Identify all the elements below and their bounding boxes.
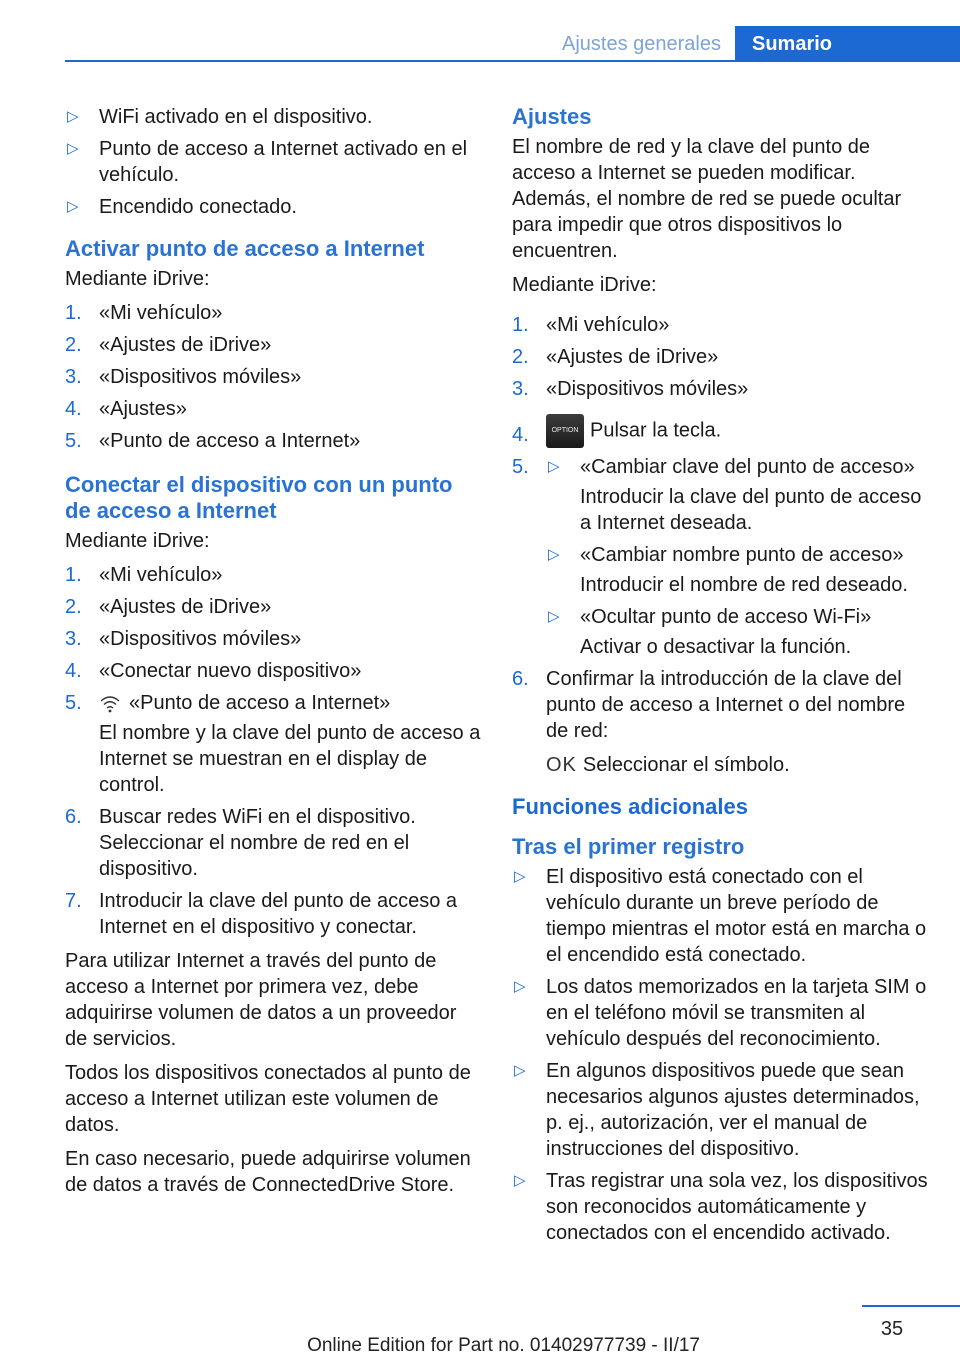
list-item: 3. «Dispositivos móviles» <box>65 366 302 388</box>
heading-connect-device: Conectar el dispositivo con un punto de acceso a Internet <box>65 472 453 523</box>
list-item: 2. «Ajustes de iDrive» <box>65 334 272 356</box>
list-item: 3. «Dispositivos móviles» <box>512 378 749 400</box>
list-item: ▷ Encendido conectado. <box>67 196 297 218</box>
list-item: 1. «Mi vehículo» <box>65 302 223 324</box>
requirements-list <box>65 104 483 220</box>
wifi-icon <box>99 695 121 713</box>
heading-after-first-registration: Tras el primer registro <box>512 834 745 859</box>
list-item: 1. «Mi vehículo» <box>65 564 223 586</box>
triangle-bullet-icon: ▷ <box>514 1172 526 1189</box>
connect-steps-list <box>65 562 483 940</box>
list-item: 3. «Dispositivos móviles» <box>65 628 302 650</box>
step-description: Introducir la clave del punto de acceso a Internet deseada. <box>580 486 922 534</box>
via-idrive-text: Mediante iDrive: <box>512 274 657 296</box>
header-divider <box>65 60 960 62</box>
list-item: ▷ Punto de acceso a Internet activado en el vehículo. <box>67 138 468 186</box>
list-item: 5. «Punto de acceso a Internet» El nombre y la clave del punto de acceso a Internet se muestran en el display de control. <box>65 690 483 798</box>
list-item: ▷ Los datos memorizados en la tarjeta SIM o en el teléfono móvil se transmiten al vehículo después del reconocimiento. <box>514 976 927 1050</box>
heading-additional-functions: Funciones adicionales <box>512 794 748 819</box>
list-item: 2. «Ajustes de iDrive» <box>65 596 272 618</box>
edition-text: Online Edition for Part no. 01402977739 - II/17 <box>307 1335 700 1356</box>
triangle-bullet-icon: ▷ <box>67 108 79 125</box>
triangle-bullet-icon: ▷ <box>548 546 560 563</box>
triangle-bullet-icon: ▷ <box>548 458 560 475</box>
settings-steps-list <box>512 312 930 778</box>
heading-activate-hotspot: Activar punto de acceso a Internet <box>65 236 425 261</box>
list-item: 7. Introducir la clave del punto de acceso a Internet en el dispositivo y conectar. <box>65 890 457 938</box>
via-idrive-text: Mediante iDrive: <box>65 268 210 290</box>
triangle-bullet-icon: ▷ <box>67 198 79 215</box>
option-key-icon: OPTION <box>546 414 584 448</box>
paragraph: El nombre de red y la clave del punto de acceso a Internet se pueden modificar. Además, el nombre de red se puede ocultar para impedir que otros dispositivos lo encuentren. <box>512 136 902 262</box>
triangle-bullet-icon: ▷ <box>514 868 526 885</box>
triangle-bullet-icon: ▷ <box>514 978 526 995</box>
step-description: El nombre y la clave del punto de acceso a Internet se muestran en el display de control. <box>99 722 481 796</box>
list-item: ▷ «Cambiar nombre punto de acceso» Introducir el nombre de red deseado. <box>546 542 930 598</box>
activate-steps-list <box>65 300 483 454</box>
paragraph: En caso necesario, puede adquirirse volumen de datos a través de ConnectedDrive Store. <box>65 1148 471 1196</box>
page-number: 35 <box>880 1318 904 1340</box>
footer-divider <box>862 1305 960 1307</box>
list-item: ▷ WiFi activado en el dispositivo. <box>67 106 373 128</box>
step-description: Introducir el nombre de red deseado. <box>580 574 908 596</box>
list-item: 4. «Conectar nuevo dispositivo» <box>65 660 362 682</box>
triangle-bullet-icon: ▷ <box>514 1062 526 1079</box>
list-item: 6. Buscar redes WiFi en el dispositivo. Seleccionar el nombre de red en el dispositivo. <box>65 806 416 880</box>
list-item: ▷ En algunos dispositivos puede que sean necesarios algunos ajustes determinados, p. ej., autorización, ver el manual de instrucciones del dispositivo. <box>514 1060 920 1160</box>
step-description: OK Seleccionar el símbolo. <box>546 754 790 776</box>
ok-icon: OK <box>546 754 577 776</box>
list-item: 5. «Punto de acceso a Internet» <box>65 430 361 452</box>
paragraph: Todos los dispositivos conectados al punto de acceso a Internet utilizan este volumen de datos. <box>65 1062 471 1136</box>
list-item: ▷ Tras registrar una sola vez, los dispositivos son reconocidos automáticamente y conectados con el encendido activado. <box>514 1170 928 1244</box>
paragraph: Para utilizar Internet a través del punto de acceso a Internet por primera vez, debe adquirirse volumen de datos a un proveedor de servicios. <box>65 950 457 1050</box>
right-column <box>512 104 930 1254</box>
list-item: ▷ «Ocultar punto de acceso Wi‑Fi» Activar o desactivar la función. <box>546 604 930 660</box>
list-item: 5. ▷ «Cambiar clave del punto de acceso» Introducir la clave del punto de acceso a Internet deseada. ▷ «Cambiar nombre punto de acceso» Introducir el nombre de red deseado. ▷ «Ocultar punto de acceso Wi‑Fi» Activar o desactivar la función. <box>512 454 930 660</box>
left-column <box>65 104 483 1206</box>
triangle-bullet-icon: ▷ <box>548 608 560 625</box>
list-item: ▷ «Cambiar clave del punto de acceso» Introducir la clave del punto de acceso a Internet deseada. <box>546 454 930 536</box>
option-sublist <box>546 454 930 660</box>
heading-settings: Ajustes <box>512 104 592 129</box>
via-idrive-text: Mediante iDrive: <box>65 530 210 552</box>
list-item: 4. «Ajustes» <box>65 398 187 420</box>
step-description: Activar o desactivar la función. <box>580 636 852 658</box>
list-item: 4. OPTION Pulsar la tecla. <box>512 414 930 448</box>
header-tab-sumario[interactable]: Sumario <box>735 26 960 62</box>
after-registration-list <box>512 864 930 1246</box>
list-item: 6. Confirmar la introducción de la clave del punto de acceso a Internet o del nombre de red: OK Seleccionar el símbolo. <box>512 666 930 778</box>
list-item: 1. «Mi vehículo» <box>512 314 670 336</box>
list-item: 2. «Ajustes de iDrive» <box>512 346 719 368</box>
list-item: ▷ El dispositivo está conectado con el vehículo durante un breve período de tiempo mientras el motor está en marcha o el encendido está conectado. <box>514 866 927 966</box>
header-section-title: Ajustes generales <box>562 32 721 55</box>
triangle-bullet-icon: ▷ <box>67 140 79 157</box>
